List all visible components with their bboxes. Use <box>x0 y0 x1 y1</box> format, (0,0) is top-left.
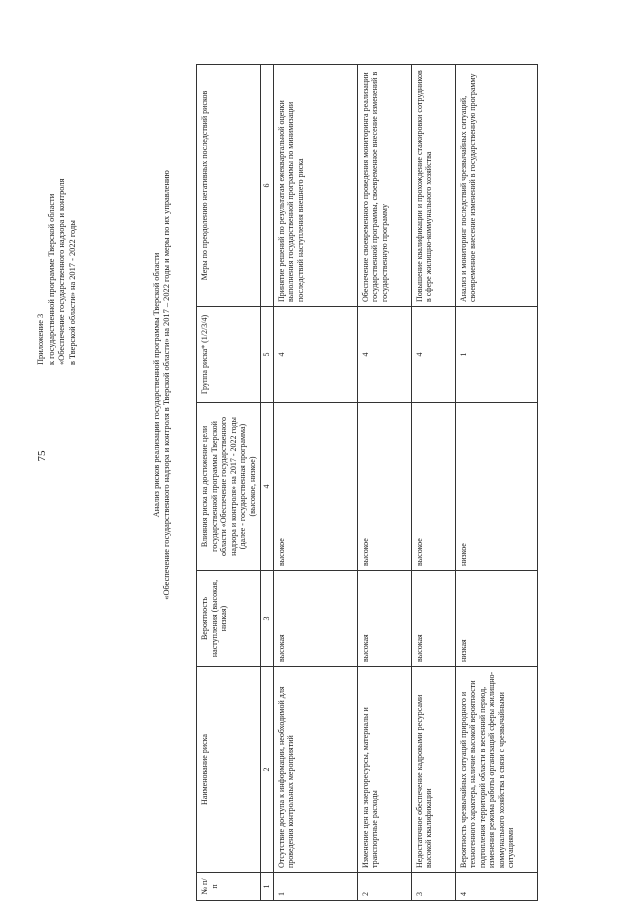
cell-group: 4 <box>357 307 411 403</box>
column-number: 3 <box>261 571 274 667</box>
cell-measures: Повышение квалификации и прохождение стажировки сотрудников в сфере жилищно-коммунального хозяйства <box>411 65 455 307</box>
cell-impact: высокое <box>273 403 357 571</box>
cell-probability: высокая <box>357 571 411 667</box>
appendix-header <box>36 35 78 365</box>
cell-probability: высокая <box>273 571 357 667</box>
header-probability: Вероятность наступления (высокая, низкая) <box>197 571 261 667</box>
cell-group: 4 <box>273 307 357 403</box>
cell-num: 2 <box>357 873 411 901</box>
table-row <box>411 65 455 901</box>
cell-group: 1 <box>455 307 537 403</box>
appendix-line: «Обеспечение государственного надзора и контроля <box>57 178 66 365</box>
cell-name: Отсутствие доступа к информации, необходимой для проведения контрольных мероприятий <box>273 667 357 873</box>
header-group: Группа риска* (1/2/3/4) <box>197 307 261 403</box>
cell-measures: Анализ и мониторинг последствий чрезвычайных ситуаций, своевременное внесение изменений в государственную программу <box>455 65 537 307</box>
table-row <box>357 65 411 901</box>
appendix-line: Приложение 3 <box>36 313 45 365</box>
cell-name: Недостаточное обеспечение кадровыми ресурсами высокой квалификации <box>411 667 455 873</box>
header-measures: Меры по преодолению негативных последствий рисков <box>197 65 261 307</box>
cell-name: Вероятность чрезвычайных ситуаций природного и техногенного характера, наличие высокой вероятности подтопления территорий области в весенний период, изменения режима работы организаций сферы жилищно-коммунального хозяйства в связи с чрезвычайными ситуациями <box>455 667 537 873</box>
cell-group: 4 <box>411 307 455 403</box>
cell-impact: низкое <box>455 403 537 571</box>
table-header-row <box>197 65 261 901</box>
title-line: «Обеспечение государственного надзора и контроля в Тверской области» на 2017 – 2022 годы и меры по их управлению <box>162 170 171 600</box>
header-impact: Влияния риска на достижение цели государственной программы Тверской области «Обеспечение государственного надзора и контроля» на 2017 - 2022 годы (далее - государственная программа) (высокое, низкое) <box>197 403 261 571</box>
cell-num: 3 <box>411 873 455 901</box>
appendix-line: в Тверской области» на 2017 - 2022 годы <box>67 220 77 365</box>
column-number: 2 <box>261 667 274 873</box>
appendix-line: к государственной программе Тверской области <box>46 193 56 365</box>
column-number: 6 <box>261 65 274 307</box>
cell-num: 1 <box>273 873 357 901</box>
document-title <box>152 15 172 755</box>
column-number: 1 <box>261 873 274 901</box>
table-row <box>273 65 357 901</box>
cell-probability: высокая <box>411 571 455 667</box>
cell-measures: Обеспечение своевременного проведения мониторинга реализации государственной программы, своевременное внесение изменений в государственную программу <box>357 65 411 307</box>
column-number: 4 <box>261 403 274 571</box>
cell-impact: высокое <box>411 403 455 571</box>
cell-num: 4 <box>455 873 537 901</box>
cell-measures: Принятие решений по результатам ежеквартальной оценки выполнения государственной программы по минимизации последствий наступления внешнего риска <box>273 65 357 307</box>
table-row <box>455 65 537 901</box>
header-name: Наименование риска <box>197 667 261 873</box>
column-number: 5 <box>261 307 274 403</box>
cell-name: Изменение цен на энергоресурсы, материалы и транспортные расходы <box>357 667 411 873</box>
cell-probability: низкая <box>455 571 537 667</box>
title-line: Анализ рисков реализации государственной программы Тверской области <box>152 252 161 518</box>
header-num: № п/п <box>197 873 261 901</box>
risk-table <box>196 64 538 901</box>
page-number: 75 <box>36 450 48 462</box>
column-number-row <box>261 65 274 901</box>
cell-impact: высокое <box>357 403 411 571</box>
